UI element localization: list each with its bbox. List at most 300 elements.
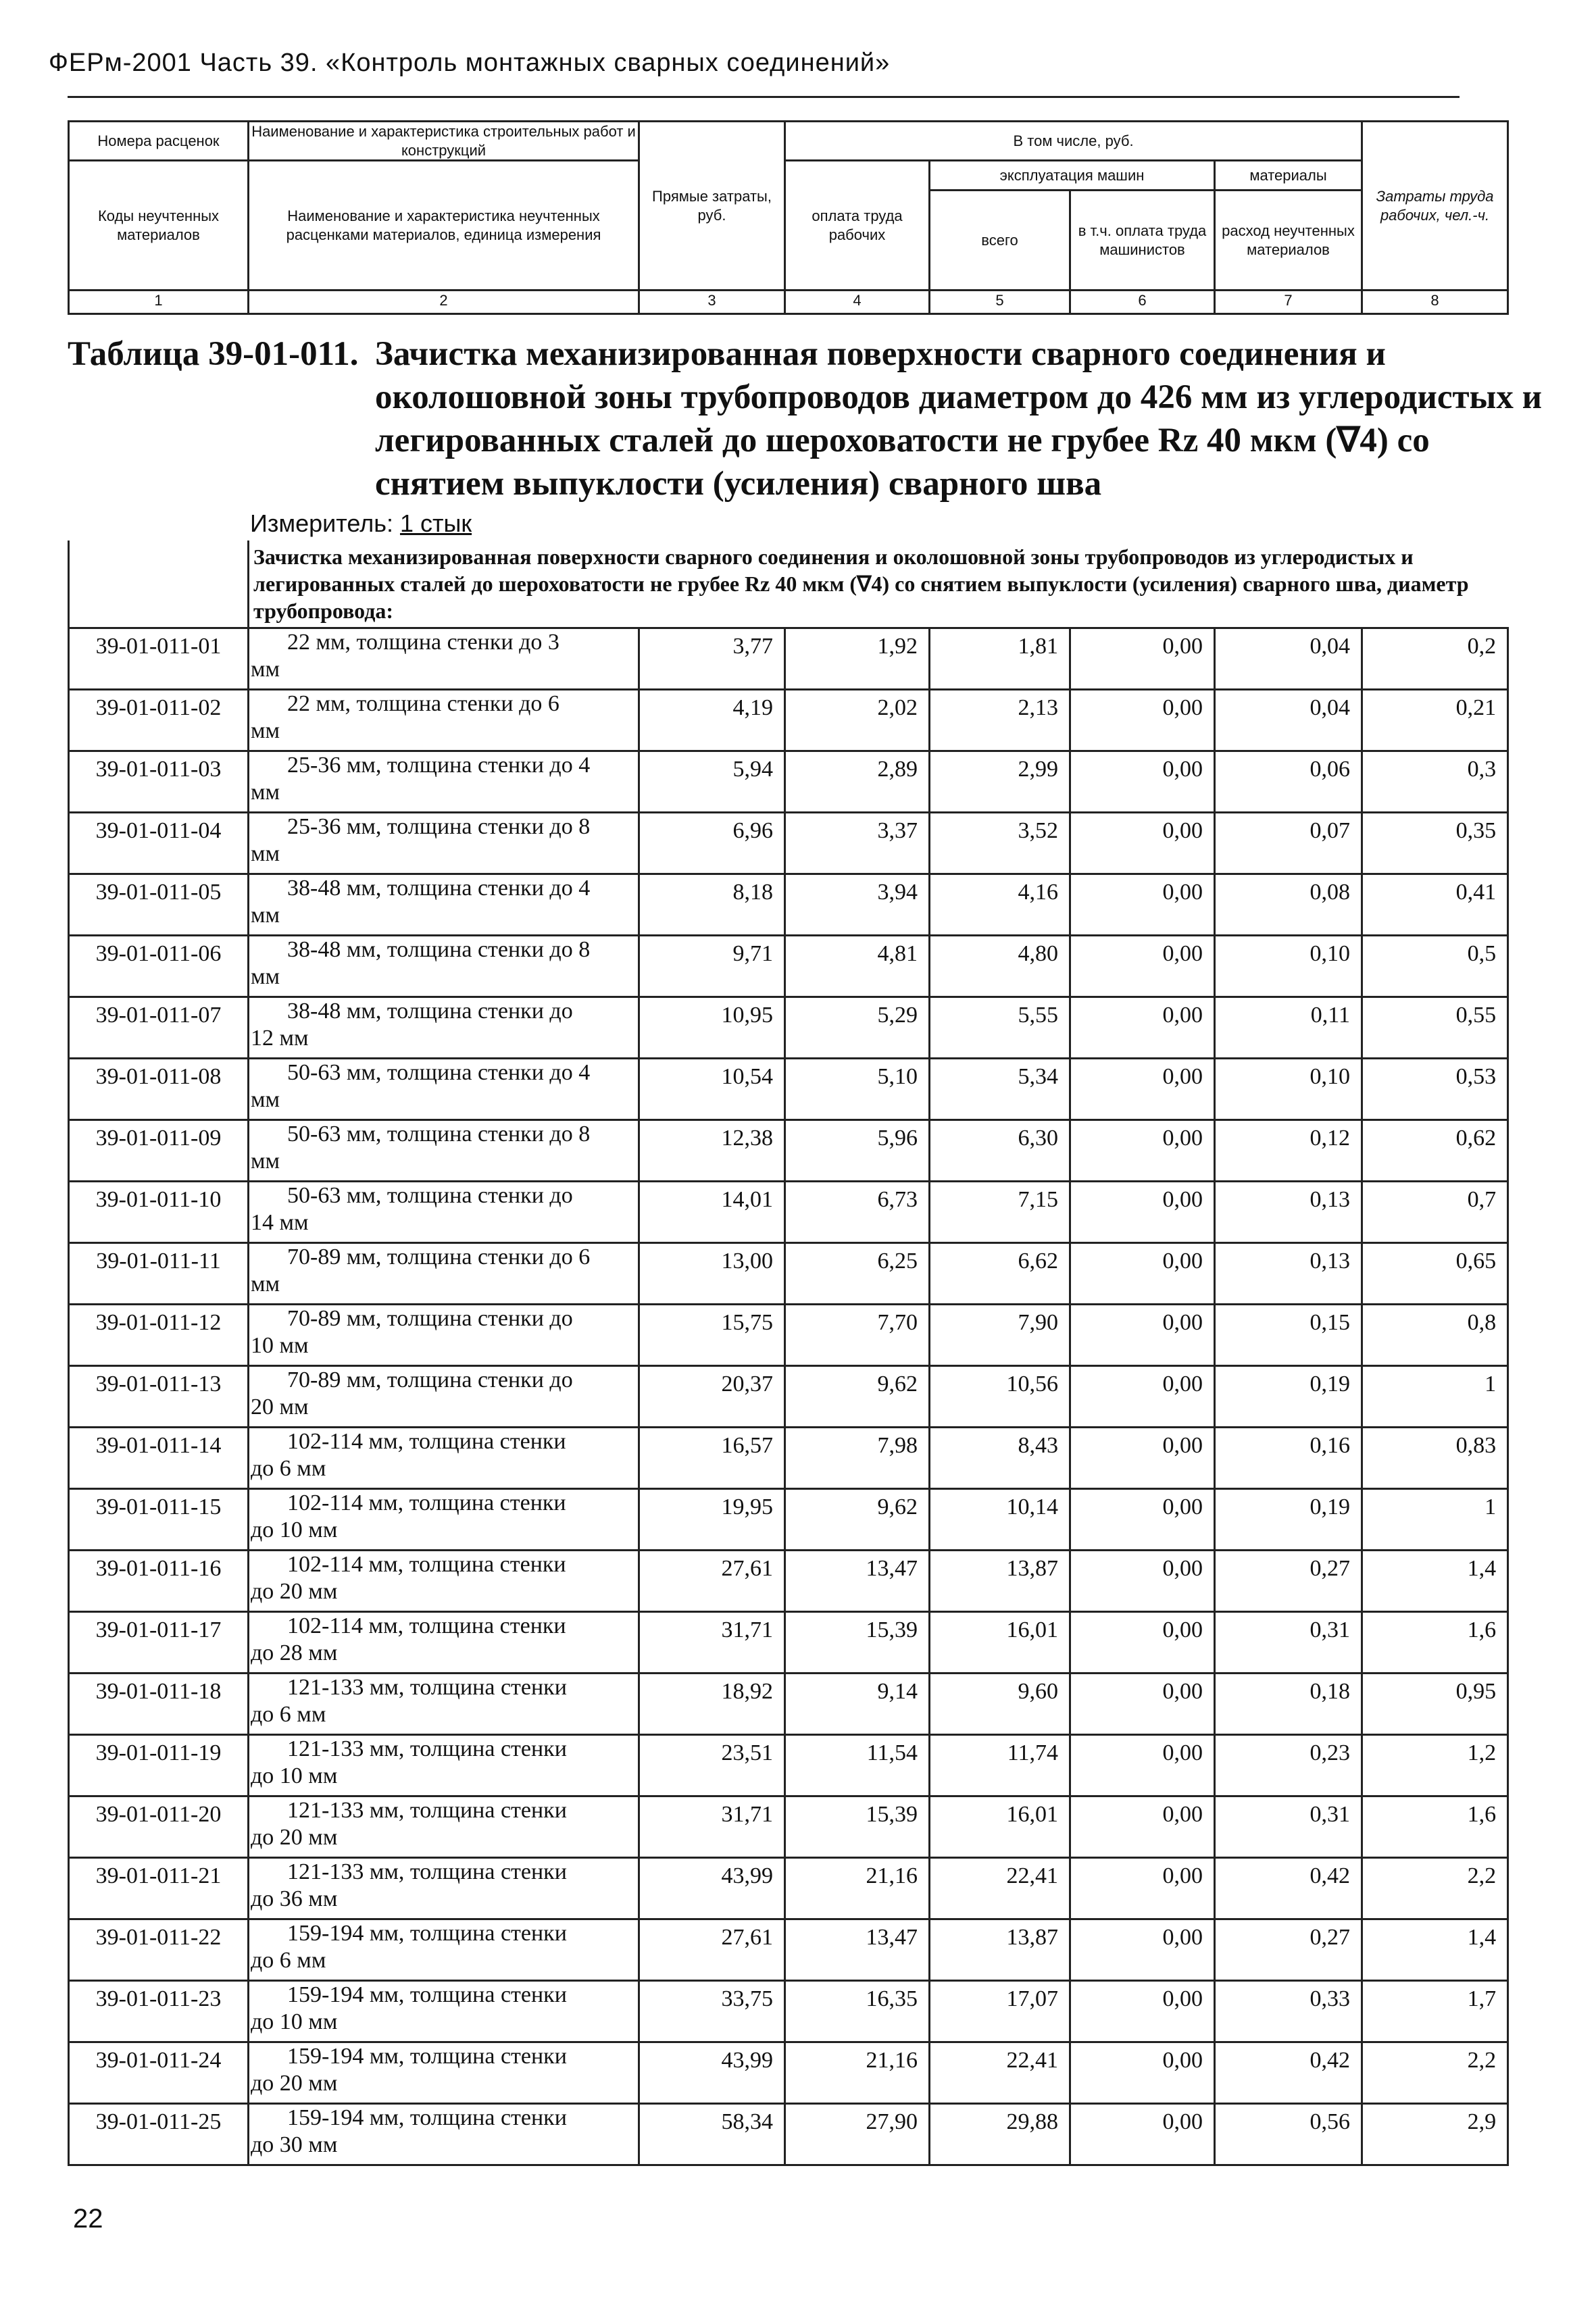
value-c7: 0,56 [1215, 2104, 1362, 2165]
rate-name-line2: 20 мм [251, 1394, 309, 1419]
value-c6: 0,00 [1070, 1981, 1215, 2042]
value-c7: 0,42 [1215, 1858, 1362, 1919]
value-c8: 2,9 [1362, 2104, 1508, 2165]
rate-name-line1: 25-36 мм, толщина стенки до 8 [287, 814, 591, 839]
rate-name [249, 1735, 639, 1796]
table-row [69, 1428, 1508, 1489]
value-c7: 0,10 [1215, 1059, 1362, 1120]
rate-name [249, 1243, 639, 1305]
rate-name-line1: 70-89 мм, толщина стенки до 6 [287, 1244, 591, 1269]
value-c3: 9,71 [639, 936, 785, 997]
value-c6: 0,00 [1070, 874, 1215, 936]
table-row [69, 1182, 1508, 1243]
value-c6: 0,00 [1070, 1919, 1215, 1981]
value-c4: 16,35 [785, 1981, 930, 2042]
value-c4: 2,02 [785, 690, 930, 751]
rate-name-line2: до 20 мм [251, 1825, 338, 1850]
value-c7: 0,33 [1215, 1981, 1362, 2042]
value-c4: 15,39 [785, 1796, 930, 1858]
value-c8: 0,35 [1362, 813, 1508, 874]
value-c6: 0,00 [1070, 2104, 1215, 2165]
value-c4: 3,37 [785, 813, 930, 874]
header-name-top: Наименование и характеристика строительных работ и конструкций [249, 122, 639, 161]
value-c7: 0,31 [1215, 1612, 1362, 1674]
value-c7: 0,04 [1215, 628, 1362, 690]
value-c8: 2,2 [1362, 2042, 1508, 2104]
rate-name [249, 874, 639, 936]
rate-name-line1: 50-63 мм, толщина стенки до 4 [287, 1060, 591, 1085]
table-title-label: Таблица 39-01-011. [68, 335, 359, 373]
value-c3: 31,71 [639, 1612, 785, 1674]
value-c5: 8,43 [930, 1428, 1070, 1489]
value-c7: 0,10 [1215, 936, 1362, 997]
value-c3: 16,57 [639, 1428, 785, 1489]
table-row [69, 1059, 1508, 1120]
header-machines-total: всего [930, 191, 1070, 291]
value-c3: 4,19 [639, 690, 785, 751]
value-c5: 10,14 [930, 1489, 1070, 1551]
rate-name-line2: 12 мм [251, 1026, 309, 1051]
table-row [69, 628, 1508, 690]
col-number: 7 [1215, 291, 1362, 314]
header-unaccounted-materials: расход неучтенных материалов [1215, 191, 1362, 291]
rate-code: 39-01-011-21 [69, 1858, 249, 1919]
value-c4: 13,47 [785, 1551, 930, 1612]
value-c6: 0,00 [1070, 1120, 1215, 1182]
value-c7: 0,27 [1215, 1919, 1362, 1981]
rate-name-line2: мм [251, 1272, 280, 1297]
rate-code: 39-01-011-23 [69, 1981, 249, 2042]
rate-name-line1: 102-114 мм, толщина стенки [287, 1429, 566, 1454]
rate-name-line2: до 30 мм [251, 2132, 338, 2157]
value-c7: 0,11 [1215, 997, 1362, 1059]
value-c8: 0,62 [1362, 1120, 1508, 1182]
value-c3: 3,77 [639, 628, 785, 690]
rate-name-line1: 22 мм, толщина стенки до 6 [287, 691, 559, 716]
rate-name-line2: до 10 мм [251, 2009, 338, 2034]
value-c6: 0,00 [1070, 1182, 1215, 1243]
rate-code: 39-01-011-01 [69, 628, 249, 690]
value-c5: 10,56 [930, 1366, 1070, 1428]
rate-name [249, 628, 639, 690]
value-c4: 9,14 [785, 1674, 930, 1735]
col-number: 1 [69, 291, 249, 314]
value-c7: 0,13 [1215, 1243, 1362, 1305]
rate-name [249, 690, 639, 751]
value-c6: 0,00 [1070, 751, 1215, 813]
rate-code: 39-01-011-17 [69, 1612, 249, 1674]
value-c7: 0,04 [1215, 690, 1362, 751]
value-c5: 3,52 [930, 813, 1070, 874]
rate-name-line2: мм [251, 903, 280, 928]
value-c8: 0,55 [1362, 997, 1508, 1059]
value-c8: 1,4 [1362, 1919, 1508, 1981]
header-rule [68, 96, 1460, 98]
value-c6: 0,00 [1070, 1858, 1215, 1919]
value-c4: 7,70 [785, 1305, 930, 1366]
value-c3: 12,38 [639, 1120, 785, 1182]
rate-name-line2: до 6 мм [251, 1702, 326, 1727]
value-c6: 0,00 [1070, 1551, 1215, 1612]
rate-code: 39-01-011-06 [69, 936, 249, 997]
value-c7: 0,15 [1215, 1305, 1362, 1366]
rate-name [249, 1366, 639, 1428]
value-c5: 11,74 [930, 1735, 1070, 1796]
value-c3: 8,18 [639, 874, 785, 936]
value-c7: 0,31 [1215, 1796, 1362, 1858]
value-c5: 4,80 [930, 936, 1070, 997]
rate-name-line1: 159-194 мм, толщина стенки [287, 1982, 567, 2007]
value-c7: 0,16 [1215, 1428, 1362, 1489]
header-materials: материалы [1215, 161, 1362, 191]
rate-name [249, 1489, 639, 1551]
rate-name [249, 1919, 639, 1981]
value-c7: 0,23 [1215, 1735, 1362, 1796]
header-worker-pay: оплата труда рабочих [785, 161, 930, 291]
rate-name-line2: мм [251, 841, 280, 866]
value-c7: 0,27 [1215, 1551, 1362, 1612]
rate-name [249, 1674, 639, 1735]
rate-code: 39-01-011-14 [69, 1428, 249, 1489]
value-c6: 0,00 [1070, 1428, 1215, 1489]
value-c6: 0,00 [1070, 628, 1215, 690]
value-c5: 7,90 [930, 1305, 1070, 1366]
rate-name-line1: 159-194 мм, толщина стенки [287, 2044, 567, 2069]
value-c8: 0,2 [1362, 628, 1508, 690]
table-row [69, 1612, 1508, 1674]
rate-name [249, 1305, 639, 1366]
value-c3: 13,00 [639, 1243, 785, 1305]
value-c7: 0,19 [1215, 1489, 1362, 1551]
rate-code: 39-01-011-03 [69, 751, 249, 813]
rate-code: 39-01-011-13 [69, 1366, 249, 1428]
header-labor-costs: Затраты труда рабочих, чел.-ч. [1362, 122, 1508, 291]
table-row [69, 1674, 1508, 1735]
value-c6: 0,00 [1070, 1366, 1215, 1428]
col-number: 6 [1070, 291, 1215, 314]
value-c5: 1,81 [930, 628, 1070, 690]
value-c4: 27,90 [785, 2104, 930, 2165]
table-row [69, 813, 1508, 874]
table-row [69, 997, 1508, 1059]
value-c6: 0,00 [1070, 690, 1215, 751]
rate-name-line1: 102-114 мм, толщина стенки [287, 1552, 566, 1577]
value-c6: 0,00 [1070, 1243, 1215, 1305]
value-c6: 0,00 [1070, 2042, 1215, 2104]
rate-name-line1: 25-36 мм, толщина стенки до 4 [287, 753, 591, 778]
value-c7: 0,18 [1215, 1674, 1362, 1735]
value-c5: 16,01 [930, 1796, 1070, 1858]
rate-name-line2: мм [251, 657, 280, 682]
rates-table [68, 540, 1509, 2166]
rate-name [249, 1551, 639, 1612]
rate-name-line2: 10 мм [251, 1333, 309, 1358]
rate-name-line2: до 10 мм [251, 1517, 338, 1542]
rate-name-line2: мм [251, 1149, 280, 1174]
value-c6: 0,00 [1070, 1059, 1215, 1120]
value-c5: 17,07 [930, 1981, 1070, 2042]
value-c5: 22,41 [930, 1858, 1070, 1919]
value-c8: 0,95 [1362, 1674, 1508, 1735]
header-codes-bottom: Коды неучтенных материалов [69, 161, 249, 291]
rate-code: 39-01-011-11 [69, 1243, 249, 1305]
rate-name [249, 1182, 639, 1243]
rate-name [249, 1858, 639, 1919]
table-row [69, 1120, 1508, 1182]
table-title-text: Зачистка механизированная поверхности сварного соединения и околошовной зоны трубопроводов диаметром до 426 мм из углеродистых и легированных сталей до шероховатости не грубее Rz 40 мкм (∇4) со снятием выпуклости (усиления) сварного шва [375, 335, 1543, 503]
column-header-table [68, 120, 1509, 315]
value-c3: 27,61 [639, 1551, 785, 1612]
value-c5: 5,34 [930, 1059, 1070, 1120]
value-c4: 5,10 [785, 1059, 930, 1120]
value-c4: 9,62 [785, 1489, 930, 1551]
rate-name-line2: до 36 мм [251, 1886, 338, 1911]
value-c6: 0,00 [1070, 813, 1215, 874]
rate-code: 39-01-011-15 [69, 1489, 249, 1551]
value-c5: 13,87 [930, 1551, 1070, 1612]
value-c8: 0,53 [1362, 1059, 1508, 1120]
rate-code: 39-01-011-18 [69, 1674, 249, 1735]
rate-name-line1: 121-133 мм, толщина стенки [287, 1859, 567, 1884]
value-c3: 15,75 [639, 1305, 785, 1366]
rate-name [249, 936, 639, 997]
measurement-unit-value: 1 стык [399, 509, 472, 537]
rate-name-line1: 121-133 мм, толщина стенки [287, 1798, 567, 1823]
rate-name [249, 1612, 639, 1674]
table-row [69, 936, 1508, 997]
rate-code: 39-01-011-24 [69, 2042, 249, 2104]
value-c5: 2,99 [930, 751, 1070, 813]
value-c6: 0,00 [1070, 1674, 1215, 1735]
value-c3: 19,95 [639, 1489, 785, 1551]
rate-name-line2: до 10 мм [251, 1763, 338, 1788]
value-c5: 4,16 [930, 874, 1070, 936]
table-row [69, 1551, 1508, 1612]
value-c7: 0,08 [1215, 874, 1362, 936]
value-c5: 29,88 [930, 2104, 1070, 2165]
rate-name-line1: 121-133 мм, толщина стенки [287, 1675, 567, 1700]
value-c4: 9,62 [785, 1366, 930, 1428]
header-machines: эксплуатация машин [930, 161, 1215, 191]
rate-name [249, 1981, 639, 2042]
value-c8: 0,65 [1362, 1243, 1508, 1305]
value-c5: 13,87 [930, 1919, 1070, 1981]
value-c8: 0,41 [1362, 874, 1508, 936]
value-c6: 0,00 [1070, 997, 1215, 1059]
column-numbers-row [69, 291, 1508, 314]
value-c5: 7,15 [930, 1182, 1070, 1243]
value-c6: 0,00 [1070, 1305, 1215, 1366]
value-c3: 6,96 [639, 813, 785, 874]
value-c4: 21,16 [785, 1858, 930, 1919]
value-c8: 1,6 [1362, 1796, 1508, 1858]
value-c3: 14,01 [639, 1182, 785, 1243]
value-c6: 0,00 [1070, 1796, 1215, 1858]
table-row [69, 1243, 1508, 1305]
value-c8: 1,2 [1362, 1735, 1508, 1796]
table-row [69, 1858, 1508, 1919]
rate-code: 39-01-011-25 [69, 2104, 249, 2165]
value-c8: 0,83 [1362, 1428, 1508, 1489]
table-row [69, 1489, 1508, 1551]
value-c3: 18,92 [639, 1674, 785, 1735]
value-c8: 0,3 [1362, 751, 1508, 813]
table-row [69, 1981, 1508, 2042]
rate-code: 39-01-011-04 [69, 813, 249, 874]
rate-name [249, 1428, 639, 1489]
rate-name-line1: 121-133 мм, толщина стенки [287, 1736, 567, 1761]
rate-code: 39-01-011-16 [69, 1551, 249, 1612]
value-c3: 31,71 [639, 1796, 785, 1858]
rate-name-line1: 159-194 мм, толщина стенки [287, 2105, 567, 2130]
measurement-unit-label: Измеритель: [250, 509, 393, 537]
value-c6: 0,00 [1070, 936, 1215, 997]
rate-name-line1: 70-89 мм, толщина стенки до [287, 1367, 573, 1392]
rate-code: 39-01-011-10 [69, 1182, 249, 1243]
page-header: ФЕРм-2001 Часть 39. «Контроль монтажных сварных соединений» [49, 49, 891, 77]
rate-name-line1: 159-194 мм, толщина стенки [287, 1921, 567, 1946]
col-number: 3 [639, 291, 785, 314]
value-c8: 0,8 [1362, 1305, 1508, 1366]
table-row [69, 690, 1508, 751]
value-c3: 10,95 [639, 997, 785, 1059]
col-number: 8 [1362, 291, 1508, 314]
rate-name-line2: мм [251, 718, 280, 743]
rate-code: 39-01-011-08 [69, 1059, 249, 1120]
rate-name-line2: мм [251, 964, 280, 989]
value-c7: 0,19 [1215, 1366, 1362, 1428]
header-in-that-number: В том числе, руб. [785, 122, 1362, 161]
value-c5: 16,01 [930, 1612, 1070, 1674]
value-c4: 15,39 [785, 1612, 930, 1674]
rate-name [249, 1796, 639, 1858]
rate-name-line2: до 28 мм [251, 1640, 338, 1665]
rate-code: 39-01-011-02 [69, 690, 249, 751]
value-c4: 7,98 [785, 1428, 930, 1489]
value-c6: 0,00 [1070, 1735, 1215, 1796]
section-row [69, 540, 1508, 628]
value-c5: 9,60 [930, 1674, 1070, 1735]
value-c4: 6,25 [785, 1243, 930, 1305]
value-c7: 0,06 [1215, 751, 1362, 813]
table-row [69, 1796, 1508, 1858]
rate-name-line1: 102-114 мм, толщина стенки [287, 1490, 566, 1515]
table-row [69, 2042, 1508, 2104]
rate-name-line1: 50-63 мм, толщина стенки до 8 [287, 1122, 591, 1147]
value-c4: 4,81 [785, 936, 930, 997]
value-c5: 22,41 [930, 2042, 1070, 2104]
value-c7: 0,13 [1215, 1182, 1362, 1243]
value-c6: 0,00 [1070, 1489, 1215, 1551]
rate-code: 39-01-011-19 [69, 1735, 249, 1796]
value-c4: 13,47 [785, 1919, 930, 1981]
value-c7: 0,07 [1215, 813, 1362, 874]
table-row [69, 1305, 1508, 1366]
value-c3: 5,94 [639, 751, 785, 813]
col-number: 4 [785, 291, 930, 314]
value-c3: 20,37 [639, 1366, 785, 1428]
rate-name-line1: 70-89 мм, толщина стенки до [287, 1306, 573, 1331]
col-number: 2 [249, 291, 639, 314]
rate-name-line2: 14 мм [251, 1210, 309, 1235]
value-c3: 27,61 [639, 1919, 785, 1981]
header-name-bottom: Наименование и характеристика неучтенных расценками материалов, единица измерения [249, 161, 639, 291]
value-c8: 0,5 [1362, 936, 1508, 997]
header-direct-costs: Прямые затраты, руб. [639, 122, 785, 291]
value-c3: 23,51 [639, 1735, 785, 1796]
header-machinist-pay: в т.ч. оплата труда машинистов [1070, 191, 1215, 291]
rate-name-line1: 38-48 мм, толщина стенки до 4 [287, 876, 591, 901]
rate-code: 39-01-011-20 [69, 1796, 249, 1858]
rate-name-line2: до 6 мм [251, 1456, 326, 1481]
rate-name-line2: до 6 мм [251, 1948, 326, 1973]
value-c4: 6,73 [785, 1182, 930, 1243]
value-c4: 5,29 [785, 997, 930, 1059]
value-c4: 3,94 [785, 874, 930, 936]
value-c5: 2,13 [930, 690, 1070, 751]
value-c3: 33,75 [639, 1981, 785, 2042]
value-c5: 6,30 [930, 1120, 1070, 1182]
value-c3: 58,34 [639, 2104, 785, 2165]
rate-name-line1: 38-48 мм, толщина стенки до [287, 999, 573, 1024]
value-c4: 21,16 [785, 2042, 930, 2104]
rate-name-line1: 102-114 мм, толщина стенки [287, 1613, 566, 1638]
rate-name [249, 2104, 639, 2165]
table-row [69, 2104, 1508, 2165]
section-description: Зачистка механизированная поверхности сварного соединения и околошовной зоны трубопроводов из углеродистых и легированных сталей до шероховатости не грубее Rz 40 мкм (∇4) со снятием выпуклости (усиления) сварного шва, диаметр трубопровода: [249, 540, 1508, 628]
col-number: 5 [930, 291, 1070, 314]
value-c8: 0,21 [1362, 690, 1508, 751]
value-c7: 0,42 [1215, 2042, 1362, 2104]
value-c3: 10,54 [639, 1059, 785, 1120]
rate-name-line2: мм [251, 780, 280, 805]
value-c8: 1,4 [1362, 1551, 1508, 1612]
rate-name [249, 1059, 639, 1120]
measurement-unit [250, 509, 472, 538]
rate-name-line2: до 20 мм [251, 2071, 338, 2096]
rate-code: 39-01-011-09 [69, 1120, 249, 1182]
rate-code: 39-01-011-12 [69, 1305, 249, 1366]
value-c3: 43,99 [639, 1858, 785, 1919]
rate-name [249, 751, 639, 813]
value-c8: 1 [1362, 1366, 1508, 1428]
value-c7: 0,12 [1215, 1120, 1362, 1182]
rate-name-line1: 22 мм, толщина стенки до 3 [287, 630, 559, 655]
table-row [69, 874, 1508, 936]
table-row [69, 1919, 1508, 1981]
rate-name-line1: 50-63 мм, толщина стенки до [287, 1183, 573, 1208]
rate-code: 39-01-011-05 [69, 874, 249, 936]
rate-name-line2: до 20 мм [251, 1579, 338, 1604]
value-c8: 1 [1362, 1489, 1508, 1551]
rate-name-line2: мм [251, 1087, 280, 1112]
value-c8: 1,6 [1362, 1612, 1508, 1674]
value-c3: 43,99 [639, 2042, 785, 2104]
section-spacer [69, 540, 249, 628]
rate-name-line1: 38-48 мм, толщина стенки до 8 [287, 937, 591, 962]
table-row [69, 1735, 1508, 1796]
rate-name [249, 1120, 639, 1182]
rate-code: 39-01-011-07 [69, 997, 249, 1059]
rate-name [249, 2042, 639, 2104]
value-c5: 6,62 [930, 1243, 1070, 1305]
value-c4: 5,96 [785, 1120, 930, 1182]
table-row [69, 1366, 1508, 1428]
value-c8: 0,7 [1362, 1182, 1508, 1243]
value-c5: 5,55 [930, 997, 1070, 1059]
table-row [69, 751, 1508, 813]
header-codes-top: Номера расценок [69, 122, 249, 161]
